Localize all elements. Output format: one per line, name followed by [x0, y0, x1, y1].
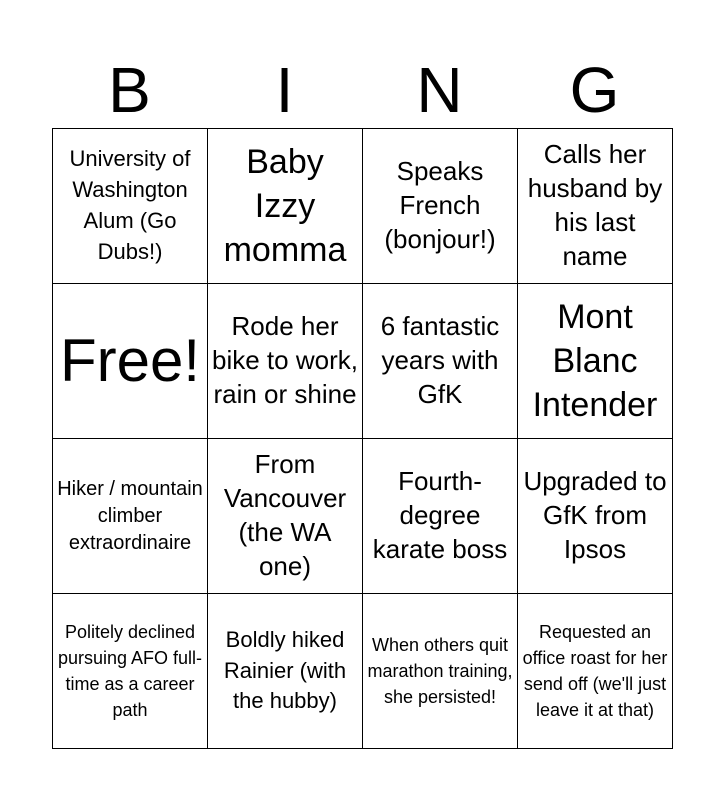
bingo-cell-free[interactable]: Free! [53, 284, 208, 439]
bingo-cell[interactable]: Rode her bike to work, rain or shine [208, 284, 363, 439]
bingo-cell[interactable]: Speaks French (bonjour!) [363, 129, 518, 284]
header-letter-b: B [108, 54, 151, 126]
bingo-cell[interactable]: When others quit marathon training, she persisted! [363, 594, 518, 749]
bingo-cell[interactable]: Upgraded to GfK from Ipsos [518, 439, 673, 594]
header-letter-g: G [569, 54, 620, 126]
bingo-cell[interactable]: Calls her husband by his last name [518, 129, 673, 284]
bingo-cell[interactable]: From Vancouver (the WA one) [208, 439, 363, 594]
bingo-cell[interactable]: Fourth-degree karate boss [363, 439, 518, 594]
bingo-cell[interactable]: Hiker / mountain climber extraordinaire [53, 439, 208, 594]
bingo-cell[interactable]: Mont Blanc Intender [518, 284, 673, 439]
bingo-cell[interactable]: Baby Izzy momma [208, 129, 363, 284]
header-letter-n: N [416, 54, 463, 126]
bingo-header [52, 52, 672, 128]
bingo-cell[interactable]: 6 fantastic years with GfK [363, 284, 518, 439]
bingo-cell[interactable]: Boldly hiked Rainier (with the hubby) [208, 594, 363, 749]
bingo-cell[interactable]: Requested an office roast for her send off (we'll just leave it at that) [518, 594, 673, 749]
header-letter-i: I [275, 54, 294, 126]
bingo-cell[interactable]: Politely declined pursuing AFO full-time as a career path [53, 594, 208, 749]
bingo-cell[interactable]: University of Washington Alum (Go Dubs!) [53, 129, 208, 284]
bingo-grid [52, 128, 673, 749]
